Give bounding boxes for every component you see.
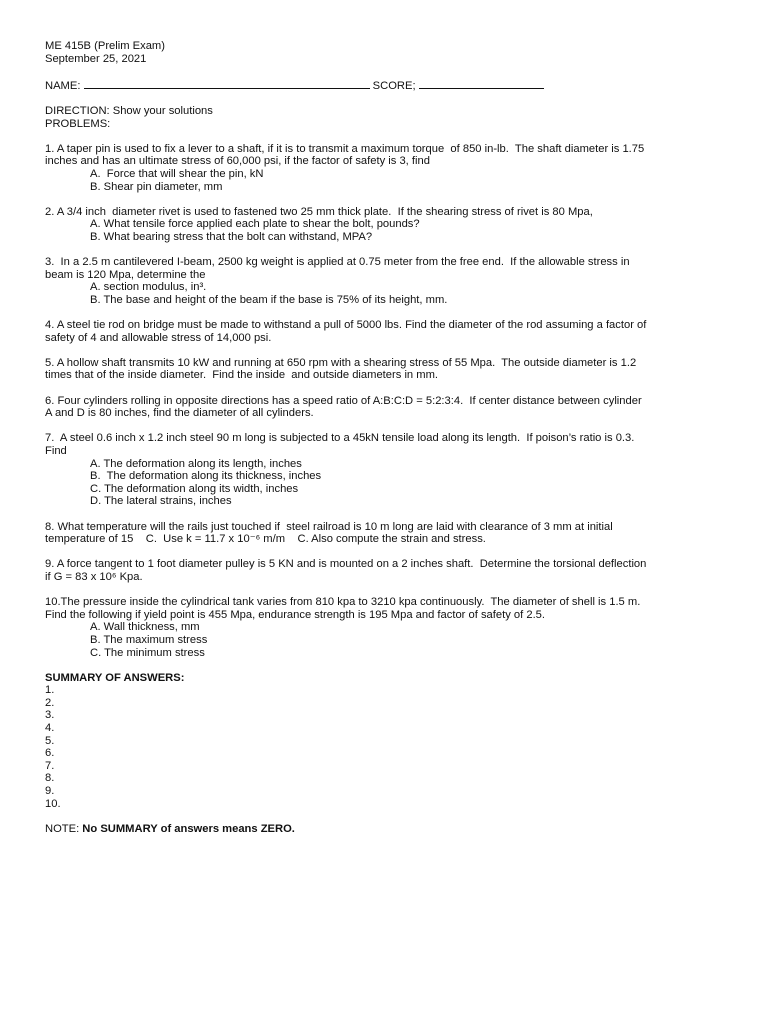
problem-text-line: if G = 83 x 10⁶ Kpa.: [45, 570, 143, 583]
summary-answer-line: 7.: [45, 759, 55, 772]
problem-text-line: 9. A force tangent to 1 foot diameter pulley is 5 KN and is mounted on a 2 inches shaft. Determine the torsional deflection: [45, 558, 647, 571]
problem-subitem: B. Shear pin diameter, mm: [90, 180, 223, 193]
problem-subitem: B. The deformation along its thickness, inches: [90, 470, 322, 483]
name-label: NAME:: [45, 79, 81, 92]
problem-subitem: A. What tensile force applied each plate to shear the bolt, pounds?: [90, 218, 420, 231]
problem-subitem: D. The lateral strains, inches: [90, 495, 232, 508]
problem-4: [45, 319, 725, 344]
problem-subitem: B. The maximum stress: [90, 633, 208, 646]
problem-8: [45, 521, 725, 546]
problem-subitem: B. What bearing stress that the bolt can withstand, MPA?: [90, 230, 373, 243]
problem-2: [45, 206, 725, 244]
summary-answer-line: 10.: [45, 797, 61, 810]
problem-text-line: inches and has an ultimate stress of 60,000 psi, if the factor of safety is 3, find: [45, 155, 430, 168]
problem-3: [45, 256, 725, 306]
problem-subitem: C. The minimum stress: [90, 646, 205, 659]
summary-heading: SUMMARY OF ANSWERS:: [45, 671, 185, 684]
problem-text-line: times that of the inside diameter. Find the inside and outside diameters in mm.: [45, 369, 439, 382]
problem-text-line: 1. A taper pin is used to fix a lever to a shaft, if it is to transmit a maximum torque of 850 in-lb. The shaft diameter is 1.75: [45, 142, 645, 155]
problem-6: [45, 395, 725, 420]
summary-answer-line: 5.: [45, 734, 55, 747]
problem-text-line: 6. Four cylinders rolling in opposite directions has a speed ratio of A:B:C:D = 5:2:3:4. If center distance between cylinder: [45, 394, 642, 407]
problem-text-line: 4. A steel tie rod on bridge must be made to withstand a pull of 5000 lbs. Find the diameter of the rod assuming a factor of: [45, 319, 647, 332]
problem-subitem: B. The base and height of the beam if the base is 75% of its height, mm.: [90, 293, 448, 306]
summary-answer-line: 6.: [45, 747, 55, 760]
problem-5: [45, 357, 725, 382]
summary-answer-line: 4.: [45, 722, 55, 735]
problem-subitem: A. Force that will shear the pin, kN: [90, 167, 264, 180]
problem-text-line: 7. A steel 0.6 inch x 1.2 inch steel 90 m long is subjected to a 45kN tensile load along its length. If poison’s ratio is 0.3.: [45, 432, 635, 445]
problem-subitem: A. The deformation along its length, inches: [90, 457, 302, 470]
name-field: [84, 78, 370, 89]
problem-text-line: 3. In a 2.5 m cantilevered I-beam, 2500 kg weight is applied at 0.75 meter from the free end. If the allowable stress in: [45, 256, 630, 269]
problem-text-line: 2. A 3/4 inch diameter rivet is used to fastened two 25 mm thick plate. If the shearing stress of rivet is 80 Mpa,: [45, 205, 593, 218]
problem-text-line: 10.The pressure inside the cylindrical tank varies from 810 kpa to 3210 kpa continuously. The diameter of shell is 1.5 m.: [45, 596, 641, 609]
problem-text-line: A and D is 80 inches, find the diameter of all cylinders.: [45, 407, 314, 420]
problem-subitem: C. The deformation along its width, inches: [90, 482, 299, 495]
name-score-row: [45, 78, 725, 93]
summary-list: [45, 684, 725, 810]
exam-date: September 25, 2021: [45, 52, 147, 65]
score-field: [419, 78, 544, 89]
problems-heading: PROBLEMS:: [45, 117, 111, 130]
summary-answer-line: 9.: [45, 785, 55, 798]
course-title: ME 415B (Prelim Exam): [45, 40, 165, 52]
problem-10: [45, 596, 725, 659]
problem-text-line: Find: [45, 445, 67, 457]
exam-page: [45, 40, 725, 835]
problem-9: [45, 558, 725, 583]
problem-text-line: safety of 4 and allowable stress of 14,000 psi.: [45, 331, 272, 344]
problem-text-line: 8. What temperature will the rails just touched if steel railroad is 10 m long are laid with clearance of 3 mm at initial: [45, 520, 613, 533]
problem-1: [45, 143, 725, 193]
summary-answer-line: 1.: [45, 684, 55, 697]
summary-answer-line: 3.: [45, 709, 55, 722]
problem-text-line: temperature of 15 C. Use k = 11.7 x 10⁻⁶ m/m C. Also compute the strain and stress.: [45, 533, 486, 546]
score-label: SCORE;: [372, 79, 416, 92]
problem-text-line: 5. A hollow shaft transmits 10 kW and running at 650 rpm with a shearing stress of 55 Mpa. The outside diameter is 1.2: [45, 356, 637, 369]
note-label: NOTE:: [45, 822, 83, 835]
summary-answer-line: 8.: [45, 772, 55, 785]
summary-answer-line: 2.: [45, 696, 55, 709]
direction-text: DIRECTION: Show your solutions: [45, 104, 213, 117]
note-line: [45, 823, 725, 836]
problem-7: [45, 432, 725, 508]
problem-subitem: A. Wall thickness, mm: [90, 621, 200, 634]
problems-list: [45, 143, 725, 672]
problem-text-line: Find the following if yield point is 455 Mpa, endurance strength is 195 Mpa and factor of safety of 2.5.: [45, 608, 546, 621]
note-text: No SUMMARY of answers means ZERO.: [82, 822, 295, 835]
problem-text-line: beam is 120 Mpa, determine the: [45, 268, 206, 281]
problem-subitem: A. section modulus, in³.: [90, 281, 207, 294]
